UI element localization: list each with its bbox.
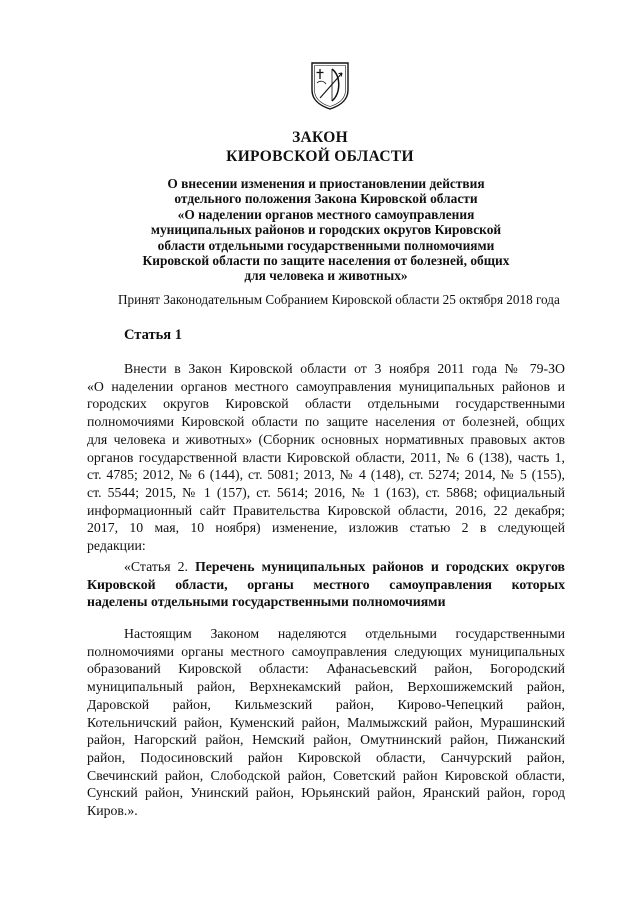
article-body: [87, 360, 565, 555]
subtitle-line: муниципальных районов и городских округов Кировской: [150, 222, 502, 238]
adoption-note: Принят Законодательным Собранием Кировской области 25 октября 2018 года: [118, 292, 560, 307]
body-line: редакции:: [87, 538, 146, 554]
body-line: образований Кировской области: Афанасьевский район, Богородский: [87, 661, 565, 677]
subtitle-line: области отдельными государственными полномочиями: [157, 237, 495, 253]
quoted-title-text: Перечень муниципальных районов и городских округов: [195, 559, 565, 574]
body-line: район, Подосиновский район Кировской области, Санчурский район,: [87, 749, 565, 765]
body-line: информационный сайт Правительства Кировской области, 2016, 22 декабря;: [87, 502, 565, 518]
quoted-article-title: [87, 558, 565, 611]
body-line: Свечинский район, Слободской район, Советский район Кировской области,: [87, 767, 565, 783]
body-line: 2017, 10 мая, 10 ноября) изменение, изложив статью 2 в следующей: [87, 520, 565, 536]
body-line: городских округов Кировской области отдельными государственными: [87, 396, 565, 412]
body-line: ст. 5544; 2015, № 1 (157), ст. 5614; 2016, № 1 (163), ст. 5868; официальный: [87, 484, 565, 500]
body-line: район, Нагорский район, Немский район, Омутнинский район, Пижанский: [87, 732, 565, 748]
body-line: Даровской район, Кильмезский район, Кирово-Чепецкий район,: [87, 696, 565, 712]
subtitle-line: О внесении изменения и приостановлении действия: [167, 176, 485, 191]
quoted-title-line: Кировской области, органы местного самоуправления которых: [87, 576, 565, 592]
region-title: КИРОВСКОЙ ОБЛАСТИ: [226, 148, 414, 165]
body-line: органов государственной власти Кировской области, 2011, № 6 (138), часть 1,: [87, 449, 565, 465]
body-line: Настоящим Законом наделяются отдельными государственными: [124, 626, 565, 641]
body-line: Котельничский район, Куменский район, Малмыжский район, Мурашинский: [87, 714, 565, 730]
law-subtitle: [90, 176, 562, 284]
body-line: для человека и животных» (Сборник основных нормативных правовых актов: [87, 431, 565, 447]
body-line: Киров.».: [87, 803, 138, 819]
body-line: полномочиями Кировской области по защите населения от болезней, общих: [87, 414, 565, 430]
body-line: Внести в Закон Кировской области от 3 ноября 2011 года № 79-ЗО: [124, 361, 565, 376]
subtitle-line: отдельного положения Закона Кировской области: [174, 191, 478, 207]
body-line: ст. 4785; 2012, № 6 (144), ст. 5081; 2013, № 4 (148), ст. 5274; 2014, № 5 (155),: [87, 467, 565, 483]
subtitle-line: Кировской области по защите населения от болезней, общих: [142, 253, 510, 269]
body-line: «О наделении органов местного самоуправления муниципальных районов и: [87, 378, 565, 394]
final-paragraph: [87, 625, 565, 820]
body-line: полномочиями органы местного самоуправления следующих муниципальных: [87, 643, 565, 659]
quoted-article-prefix: «Статья 2.: [124, 559, 188, 574]
article-heading: Статья 1: [124, 327, 182, 343]
coat-of-arms-icon: [309, 60, 351, 110]
quoted-title-line: [87, 558, 565, 576]
body-line: муниципальный район, Верхнекамский район, Верхошижемский район,: [87, 679, 565, 695]
quoted-title-line: наделены отдельными государственными полномочиями: [87, 594, 446, 610]
subtitle-line: для человека и животных»: [244, 268, 408, 284]
law-title: ЗАКОН: [292, 129, 348, 146]
body-line: Сунский район, Унинский район, Юрьянский район, Яранский район, город: [87, 785, 565, 801]
subtitle-line: «О наделении органов местного самоуправления: [177, 206, 475, 222]
